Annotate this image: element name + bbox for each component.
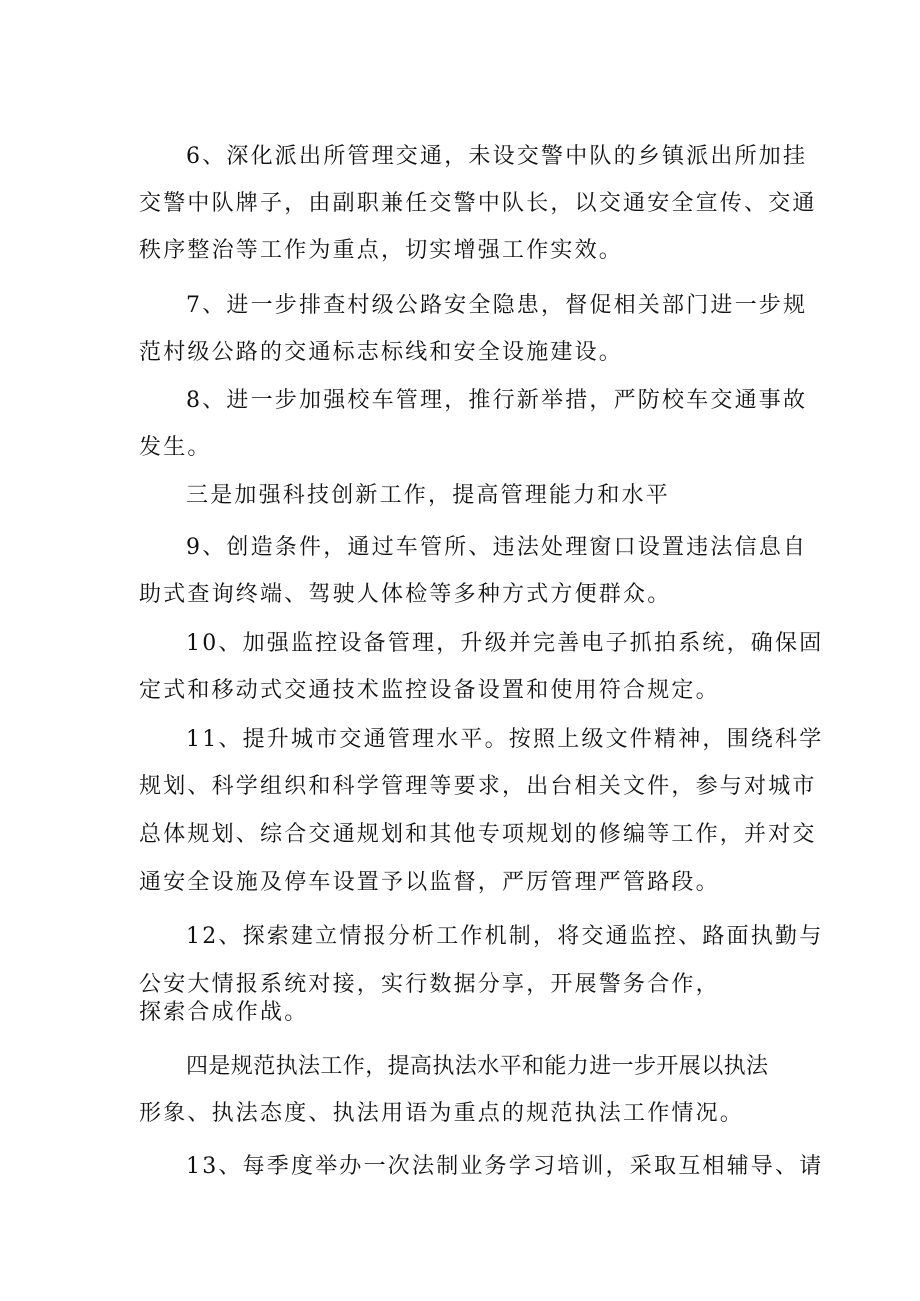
paragraph-line: 交警中队牌子，由副职兼任交警中队长，以交通安全宣传、交通	[139, 191, 817, 216]
section-heading: 四是规范执法工作，提高执法水平和能力进一步开展以执法	[186, 1054, 769, 1079]
paragraph-line: 总体规划、综合交通规划和其他专项规划的修编等工作，并对交	[139, 822, 817, 847]
paragraph-line: 探索合成作战。	[139, 1000, 309, 1025]
paragraph-line: 通安全设施及停车设置予以监督，严厉管理严管路段。	[139, 870, 720, 895]
paragraph-line: 12、探索建立情报分析工作机制，将交通监控、路面执勤与	[186, 924, 824, 949]
paragraph-line: 规划、科学组织和科学管理等要求，出台相关文件，参与对城市	[139, 774, 817, 799]
paragraph-line: 9、创造条件，通过车管所、违法处理窗口设置违法信息自	[186, 535, 808, 560]
paragraph-line: 13、每季度举办一次法制业务学习培训，采取互相辅导、请	[186, 1154, 824, 1179]
paragraph-line: 11、提升城市交通管理水平。按照上级文件精神，围绕科学	[186, 727, 824, 752]
paragraph-line: 6、深化派出所管理交通，未设交警中队的乡镇派出所加挂	[186, 144, 808, 169]
paragraph-line: 形象、执法态度、执法用语为重点的规范执法工作情况。	[139, 1101, 745, 1126]
section-heading: 三是加强科技创新工作，提高管理能力和水平	[186, 483, 671, 508]
paragraph-line: 助式查询终端、驾驶人体检等多种方式方便群众。	[139, 582, 672, 607]
paragraph-line: 7、进一步排查村级公路安全隐患，督促相关部门进一步规	[186, 293, 808, 318]
paragraph-line: 秩序整治等工作为重点，切实增强工作实效。	[139, 238, 624, 263]
paragraph-line: 定式和移动式交通技术监控设备设置和使用符合规定。	[139, 678, 720, 703]
paragraph-line: 10、加强监控设备管理，升级并完善电子抓拍系统，确保固	[186, 631, 824, 656]
paragraph-line: 8、进一步加强校车管理，推行新举措，严防校车交通事故	[186, 388, 808, 413]
paragraph-line: 范村级公路的交通标志标线和安全设施建设。	[139, 340, 624, 365]
paragraph-line: 公安大情报系统对接，实行数据分享，开展警务合作，	[139, 972, 720, 997]
paragraph-line: 发生。	[139, 435, 212, 460]
